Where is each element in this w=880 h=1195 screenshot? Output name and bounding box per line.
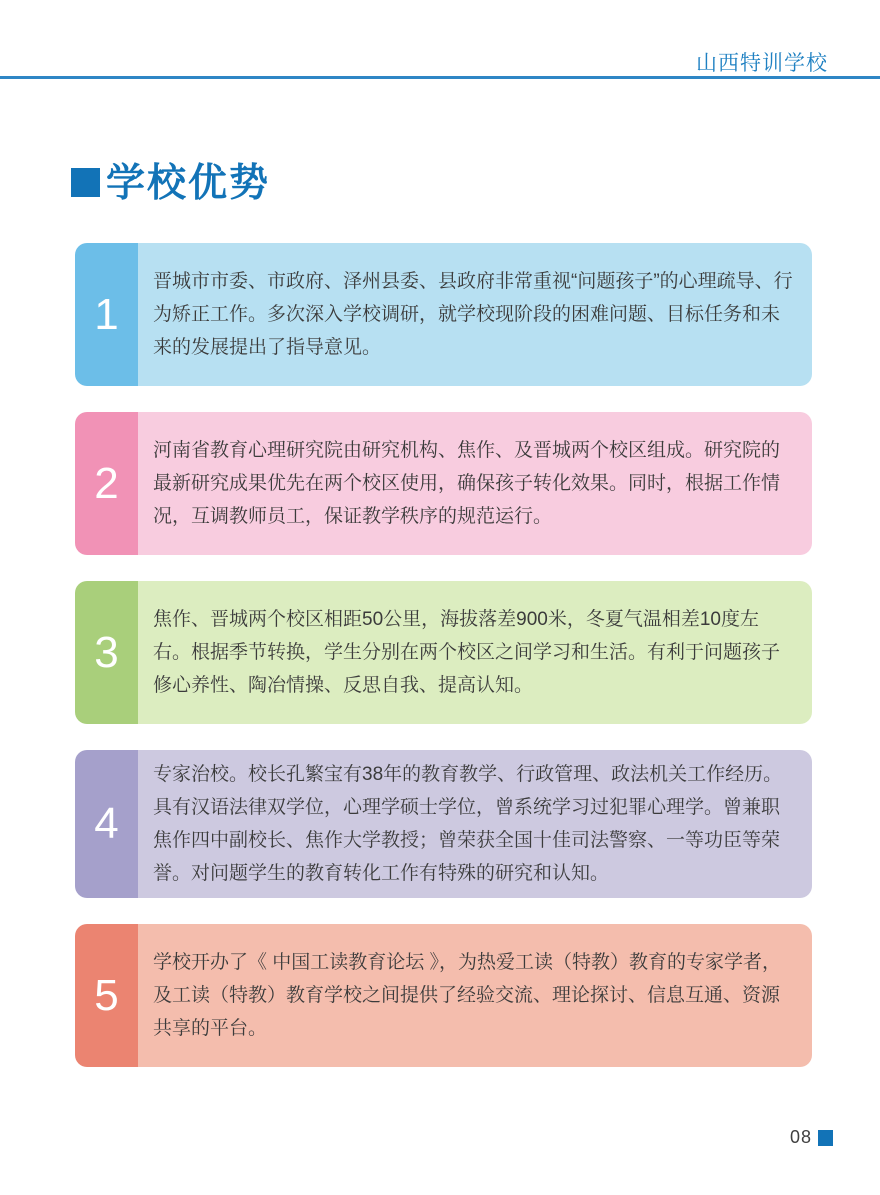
advantage-card-5 (75, 924, 812, 1067)
advantage-card-3 (75, 581, 812, 724)
page-title-text: 学校优势 (106, 162, 271, 205)
advantage-card-2 (75, 412, 812, 555)
card-text: 专家治校。校长孔繁宝有38年的教育教学、行政管理、政法机关工作经历。具有汉语法律双学位，心理学硕士学位，曾系统学习过犯罪心理学。曾兼职焦作四中副校长、焦作大学教授；曾荣获全国十佳司法警察、一等功臣等荣誉。对问题学生的教育转化工作有特殊的研究和认知。 (153, 764, 783, 884)
title-square-icon (71, 168, 100, 197)
footer-square-icon (818, 1130, 833, 1146)
card-body (138, 924, 812, 1067)
card-text: 晋城市市委、市政府、泽州县委、县政府非常重视“问题孩子”的心理疏导、行为矫正工作。多次深入学校调研，就学校现阶段的困难问题、目标任务和未来的发展提出了指导意见。 (153, 271, 793, 358)
card-body (138, 581, 812, 724)
header-rule (0, 76, 880, 79)
card-text: 焦作、晋城两个校区相距50公里，海拔落差900米，冬夏气温相差10度左右。根据季节转换，学生分别在两个校区之间学习和生活。有利于问题孩子修心养性、陶冶情操、反思自我、提高认知。 (153, 609, 781, 696)
card-body (138, 750, 812, 898)
advantage-list (75, 243, 812, 1067)
card-body (138, 243, 812, 386)
card-number-badge: 5 (75, 924, 138, 1067)
page-footer (790, 1127, 833, 1148)
card-number-badge: 4 (75, 750, 138, 898)
card-number-badge: 2 (75, 412, 138, 555)
card-number-badge: 3 (75, 581, 138, 724)
card-text: 学校开办了《 中国工读教育论坛 》，为热爱工读（特教）教育的专家学者，及工读（特教）教育学校之间提供了经验交流、理论探讨、信息互通、资源共享的平台。 (153, 952, 782, 1039)
header-brand: 山西特训学校 (696, 52, 828, 75)
advantage-card-1 (75, 243, 812, 386)
page-title (71, 152, 270, 208)
advantage-card-4 (75, 750, 812, 898)
card-text: 河南省教育心理研究院由研究机构、焦作、及晋城两个校区组成。研究院的最新研究成果优先在两个校区使用，确保孩子转化效果。同时，根据工作情况，互调教师员工，保证教学秩序的规范运行。 (153, 440, 781, 527)
page-number: 08 (789, 1127, 812, 1147)
card-body (138, 412, 812, 555)
card-number-badge: 1 (75, 243, 138, 386)
